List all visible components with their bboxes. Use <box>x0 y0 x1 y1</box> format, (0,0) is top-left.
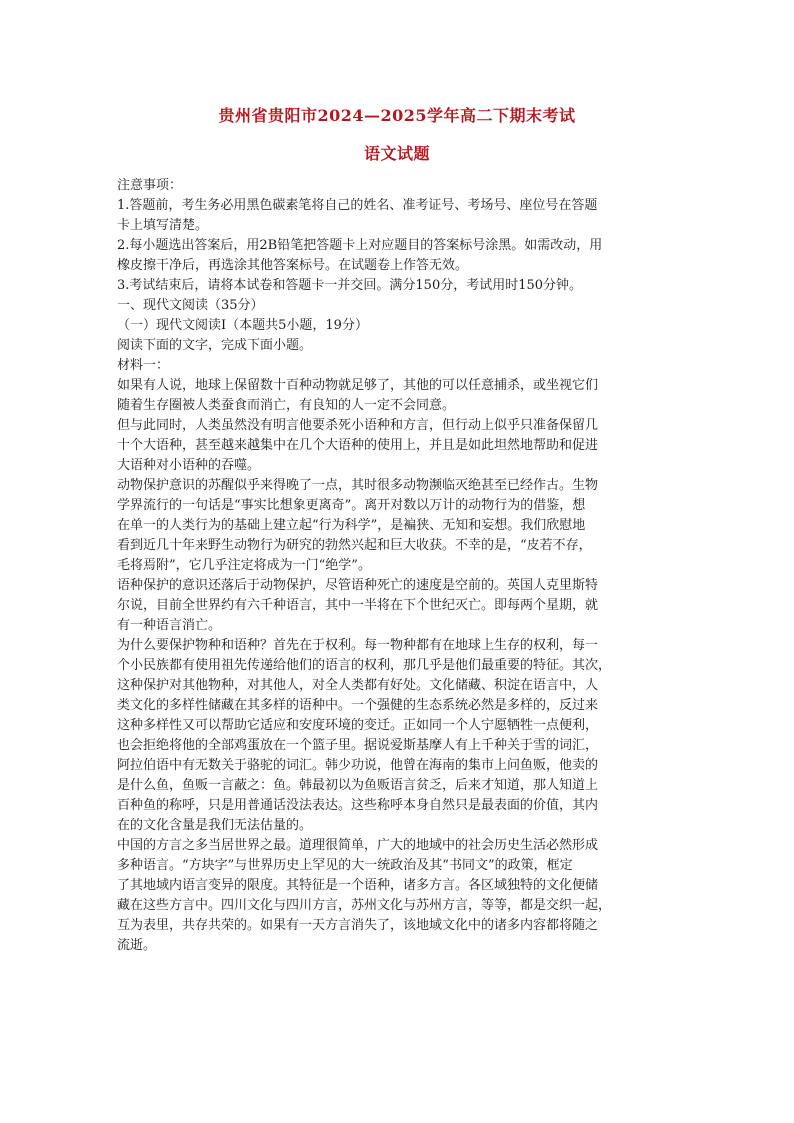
passage-line: 百种鱼的称呼，只是用普通话没法表达。这些称呼本身自然只是最表面的价值，其内 <box>117 798 599 813</box>
passage-line: 如果有人说，地球上保留数十百种动物就足够了，其他的可以任意捕杀，或坐视它们 <box>117 378 599 393</box>
exam-title: 贵州省贵阳市2024—2025学年高二下期末考试 <box>218 106 576 125</box>
passage-line: 藏在这些方言中。四川文化与四川方言，苏州文化与苏州方言，等等，都是交织一起， <box>117 898 612 913</box>
passage-line: 有一种语言消亡。 <box>117 618 222 633</box>
passage-line: 多种语言。“方块字”与世界历史上罕见的大一统政治及其“书同文”的政策，框定 <box>117 858 573 873</box>
passage-line: 流逝。 <box>117 938 157 953</box>
passage-line: 但与此同时，人类虽然没有明言他要杀死小语种和方言，但行动上似乎只准备保留几 <box>117 418 599 433</box>
passage-line: 语种保护的意识还落后于动物保护，尽管语种死亡的速度是空前的。英国人克里斯特 <box>117 578 599 593</box>
notice-line: 橡皮擦干净后，再选涂其他答案标号。在试题卷上作答无效。 <box>117 258 469 273</box>
passage-line: 大语种对小语种的吞噬。 <box>117 458 261 473</box>
exam-page <box>117 104 677 956</box>
reading-instruction: 阅读下面的文字，完成下面小题。 <box>117 338 313 353</box>
notice-line: 卡上填写清楚。 <box>117 218 209 233</box>
passage-line: 这种保护对其他物种，对其他人，对全人类都有好处。文化储藏、积淀在语言中，人 <box>117 678 599 693</box>
passage-line: 尔说，目前全世界约有六千种语言，其中一半将在下个世纪灭亡。即每两个星期，就 <box>117 598 599 613</box>
notice-heading: 注意事项： <box>117 178 183 193</box>
notice-line: 3.考试结束后，请将本试卷和答题卡一并交回。满分150分，考试用时150分钟。 <box>117 278 583 293</box>
notice-block <box>117 176 677 296</box>
passage-line: 为什么要保护物种和语种？首先在于权利。每一物种都有在地球上生存的权利，每一 <box>117 638 599 653</box>
passage-line: 在单一的人类行为的基础上建立起“行为科学”，是褊狭、无知和妄想。我们欣慰地 <box>117 518 586 533</box>
section-subheading: （一）现代文阅读Ⅰ（本题共5小题，19分） <box>117 318 368 333</box>
section-heading: 一、现代文阅读（35分） <box>117 298 264 313</box>
passage-line: 学界流行的一句话是“事实比想象更离奇”。离开对数以万计的动物行为的借鉴，想 <box>117 498 586 513</box>
passage-line: 也会拒绝将他的全部鸡蛋放在一个篮子里。据说爱斯基摩人有上千种关于雪的词汇， <box>117 738 599 753</box>
passage-line: 在的文化含量是我们无法估量的。 <box>117 818 313 833</box>
passage-line: 这种多样性又可以帮助它适应和安度环境的变迁。正如同一个人宁愿牺牲一点便利， <box>117 718 599 733</box>
material-label: 材料一： <box>117 358 170 373</box>
passage-line: 个小民族都有使用祖先传递给他们的语言的权利，那几乎是他们最重要的特征。其次， <box>117 658 612 673</box>
passage-line: 十个大语种，甚至越来越集中在几个大语种的使用上，并且是如此坦然地帮助和促进 <box>117 438 599 453</box>
passage-line: 是什么鱼，鱼贩一言蔽之：鱼。韩最初以为鱼贩语言贫乏，后来才知道，那人知道上 <box>117 778 599 793</box>
passage-line: 阿拉伯语中有无数关于骆驼的词汇。韩少功说，他曾在海南的集市上问鱼贩，他卖的 <box>117 758 599 773</box>
exam-subtitle: 语文试题 <box>363 144 430 163</box>
reading-passage <box>117 376 677 956</box>
passage-line: 互为表里，共存共荣的。如果有一天方言消失了，该地域文化中的诸多内容都将随之 <box>117 918 599 933</box>
notice-line: 1.答题前，考生务必用黑色碳素笔将自己的姓名、准考证号、考场号、座位号在答题 <box>117 198 598 213</box>
notice-line: 2.每小题选出答案后，用2B铅笔把答题卡上对应题目的答案标号涂黑。如需改动，用 <box>117 238 603 253</box>
passage-line: 随着生存圈被人类蚕食而消亡，有良知的人一定不会同意。 <box>117 398 456 413</box>
passage-line: 了其地域内语言变异的限度。其特征是一个语种，诸多方言。各区域独特的文化便储 <box>117 878 599 893</box>
passage-line: 类文化的多样性储藏在其多样的语种中。一个强健的生态系统必然是多样的，反过来 <box>117 698 599 713</box>
passage-line: 中国的方言之多当居世界之最。道理很简单，广大的地域中的社会历史生活必然形成 <box>117 838 599 853</box>
passage-line: 动物保护意识的苏醒似乎来得晚了一点，其时很多动物濒临灭绝甚至已经作古。生物 <box>117 478 599 493</box>
passage-line: 看到近几十年来野生动物行为研究的勃然兴起和巨大收获。不幸的是，“皮若不存， <box>117 538 592 553</box>
passage-line: 毛将焉附”，它几乎注定将成为一门“绝学”。 <box>117 558 371 573</box>
